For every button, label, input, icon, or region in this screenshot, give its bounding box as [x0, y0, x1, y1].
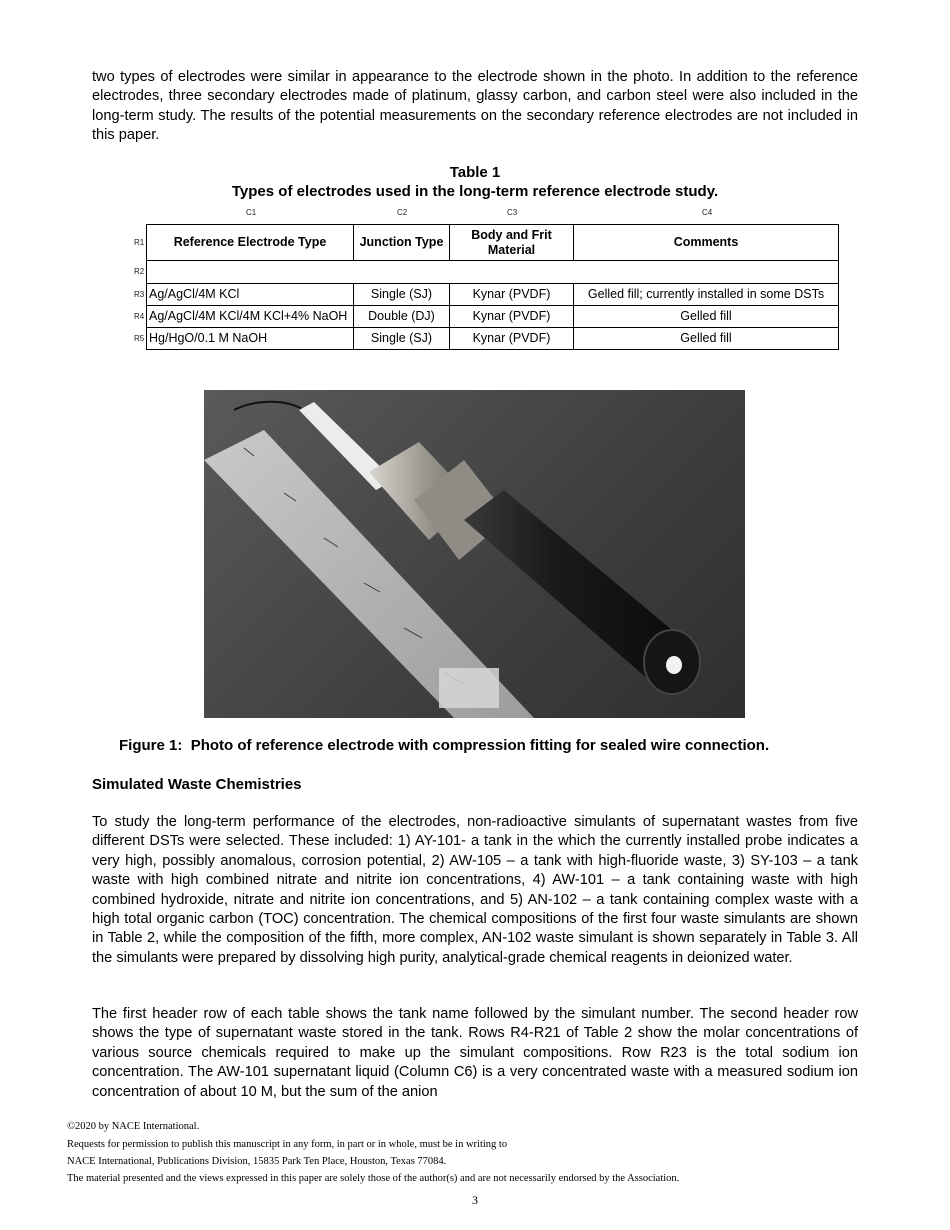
electrode-frit: [666, 656, 682, 674]
table-cell: Double (DJ): [354, 306, 450, 328]
electrode-photo-illustration: [204, 390, 745, 718]
table-header-cell: Body and Frit Material: [450, 225, 574, 261]
row-label: R2: [134, 267, 145, 276]
intro-paragraph: two types of electrodes were similar in appearance to the electrode shown in the photo. In addition to the reference electrodes, three secondary electrodes made of platinum, glassy carbon, and carbon steel were also included in the long-term study. The results of the potential measurements on the secondary reference electrodes are not included in this paper.: [92, 69, 858, 144]
table-cell: Kynar (PVDF): [450, 328, 574, 350]
figure-label: Figure 1:: [119, 737, 183, 754]
row-label: R3: [134, 290, 145, 299]
section-heading: Simulated Waste Chemistries: [92, 776, 302, 793]
table-cell: Ag/AgCl/4M KCl: [147, 284, 354, 306]
column-label: C1: [246, 208, 257, 217]
table-title: Types of electrodes used in the long-term reference electrode study.: [231, 183, 719, 200]
table-empty-cell: [147, 261, 839, 284]
table-header-row: [147, 225, 839, 261]
footer-disclaimer: The material presented and the views expressed in this paper are solely those of the author(s) and are not necessarily endorsed by the Association.: [67, 1173, 680, 1184]
table-cell: Single (SJ): [354, 284, 450, 306]
table-header-cell: Reference Electrode Type: [147, 225, 354, 261]
table-row: [147, 284, 839, 306]
page-number: 3: [472, 1193, 478, 1207]
electrode-photo: [204, 390, 745, 718]
column-label: C4: [702, 208, 713, 217]
body-paragraph: To study the long-term performance of the electrodes, non-radioactive simulants of supernatant wastes from five different DSTs were selected. These included: 1) AY-101- a tank in the which the currently installed probe indicates a very high, possibly anomalous, corrosion potential, 2) AW-105 – a tank with high-fluoride waste, 3) SY-103 – a tank waste with high combined nitrate and nitrite ion concentrations, 4) AW-101 – a tank containing waste with high combined hydroxide, nitrate and nitrite ion concentrations, and 5) AN-102 – a tank containing complex waste with a high total organic carbon (TOC) concentration. The chemical compositions of the first four waste simulants are shown in Table 2, while the composition of the fifth, more complex, AN-102 waste simulant is shown separately in Table 3. All the simulants were prepared by dissolving high purity, analytical-grade chemical reagents in deionized water.: [92, 814, 858, 966]
electrode-wire: [234, 402, 304, 410]
figure-caption-text: Photo of reference electrode with compression fitting for sealed wire connection.: [190, 737, 770, 754]
electrode-types-table: [146, 224, 839, 350]
footer-permission: Requests for permission to publish this manuscript in any form, in part or in whole, must be in writing to: [67, 1139, 508, 1150]
table-cell: Kynar (PVDF): [450, 306, 574, 328]
table-empty-row: [147, 261, 839, 284]
footer-copyright: ©2020 by NACE International.: [67, 1121, 200, 1132]
table-header-cell: Comments: [574, 225, 839, 261]
table-header-cell: Junction Type: [354, 225, 450, 261]
row-label: R5: [134, 334, 145, 343]
table-cell: Ag/AgCl/4M KCl/4M KCl+4% NaOH: [147, 306, 354, 328]
column-label: C3: [507, 208, 518, 217]
table-cell: Gelled fill: [574, 306, 839, 328]
ruler-label-patch: [439, 668, 499, 708]
table-label: Table 1: [449, 164, 501, 181]
row-label: R4: [134, 312, 145, 321]
table-cell: Single (SJ): [354, 328, 450, 350]
footer-address: NACE International, Publications Division, 15835 Park Ten Place, Houston, Texas 77084.: [67, 1156, 447, 1167]
table-row: [147, 306, 839, 328]
column-label: C2: [397, 208, 408, 217]
table-row: [147, 328, 839, 350]
row-label: R1: [134, 238, 145, 247]
table-cell: Kynar (PVDF): [450, 284, 574, 306]
table-cell: Gelled fill; currently installed in some DSTs: [574, 284, 839, 306]
table-cell: Hg/HgO/0.1 M NaOH: [147, 328, 354, 350]
body-paragraph: The first header row of each table shows the tank name followed by the simulant number. The second header row shows the type of supernatant waste stored in the tank. Rows R4-R21 of Table 2 show the molar concentrations of various source chemicals required to make up the simulant compositions. Row R23 is the total sodium ion concentration. The AW-101 supernatant liquid (Column C6) is a very concentrated waste with a measured sodium ion concentration of about 10 M, but the sum of the anion: [92, 1006, 858, 1100]
figure-caption: [119, 737, 769, 754]
table-cell: Gelled fill: [574, 328, 839, 350]
